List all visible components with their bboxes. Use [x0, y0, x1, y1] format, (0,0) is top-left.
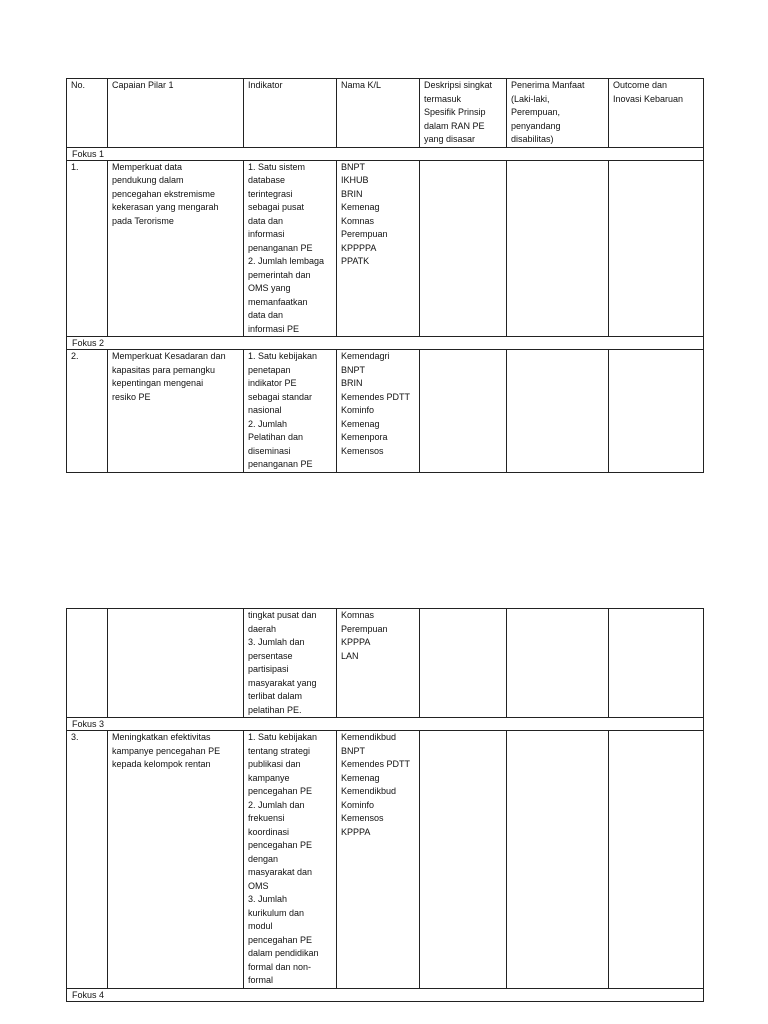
- cell-nama-kl: Kemendikbud BNPT Kemendes PDTT Kemenag Kemendikbud Kominfo Kemensos KPPPA: [337, 731, 420, 989]
- cell-capaian: Memperkuat Kesadaran dan kapasitas para pemangku kepentingan mengenai resiko PE: [108, 350, 244, 473]
- pillar-table-page-1: [66, 78, 704, 473]
- cell-indikator: 1. Satu kebijakan tentang strategi publikasi dan kampanye pencegahan PE 2. Jumlah dan frekuensi koordinasi pencegahan PE dengan masyarakat dan OMS 3. Jumlah kurikulum dan modul pencegahan PE dalam pendidikan formal dan non- formal: [244, 731, 337, 989]
- cell-capaian: [108, 609, 244, 718]
- cell-outcome: [609, 160, 704, 337]
- cell-deskripsi: [420, 350, 507, 473]
- header-penerima: Penerima Manfaat (Laki-laki, Perempuan, penyandang disabilitas): [507, 79, 609, 148]
- cell-indikator: tingkat pusat dan daerah 3. Jumlah dan persentase partisipasi masyarakat yang terlibat dalam pelatihan PE.: [244, 609, 337, 718]
- cell-deskripsi: [420, 609, 507, 718]
- fokus-row: [67, 989, 704, 1002]
- fokus-label: Fokus 2: [67, 337, 704, 350]
- cell-no: 2.: [67, 350, 108, 473]
- cell-indikator: 1. Satu kebijakan penetapan indikator PE sebagai standar nasional 2. Jumlah Pelatihan dan diseminasi penanganan PE: [244, 350, 337, 473]
- fokus-row: [67, 718, 704, 731]
- fokus-label: Fokus 4: [67, 989, 704, 1002]
- header-nama-kl: Nama K/L: [337, 79, 420, 148]
- cell-deskripsi: [420, 160, 507, 337]
- cell-no: 1.: [67, 160, 108, 337]
- fokus-row: [67, 337, 704, 350]
- cell-no: 3.: [67, 731, 108, 989]
- cell-penerima: [507, 609, 609, 718]
- header-outcome: Outcome dan Inovasi Kebaruan: [609, 79, 704, 148]
- header-deskripsi: Deskripsi singkat termasuk Spesifik Prinsip dalam RAN PE yang disasar: [420, 79, 507, 148]
- fokus-row: [67, 147, 704, 160]
- cell-indikator: 1. Satu sistem database terintegrasi sebagai pusat data dan informasi penanganan PE 2. Jumlah lembaga pemerintah dan OMS yang memanfaatkan data dan informasi PE: [244, 160, 337, 337]
- table-row: [67, 609, 704, 718]
- header-indikator: Indikator: [244, 79, 337, 148]
- fokus-label: Fokus 1: [67, 147, 704, 160]
- fokus-label: Fokus 3: [67, 718, 704, 731]
- cell-nama-kl: Komnas Perempuan KPPPA LAN: [337, 609, 420, 718]
- table-row: [67, 350, 704, 473]
- cell-penerima: [507, 160, 609, 337]
- table-row: [67, 160, 704, 337]
- cell-capaian: Meningkatkan efektivitas kampanye pencegahan PE kepada kelompok rentan: [108, 731, 244, 989]
- cell-capaian: Memperkuat data pendukung dalam pencegahan ekstremisme kekerasan yang mengarah pada Terorisme: [108, 160, 244, 337]
- cell-deskripsi: [420, 731, 507, 989]
- cell-nama-kl: Kemendagri BNPT BRIN Kemendes PDTT Kominfo Kemenag Kemenpora Kemensos: [337, 350, 420, 473]
- table-row: [67, 731, 704, 989]
- cell-outcome: [609, 609, 704, 718]
- cell-penerima: [507, 350, 609, 473]
- header-capaian: Capaian Pilar 1: [108, 79, 244, 148]
- header-no: No.: [67, 79, 108, 148]
- cell-no: [67, 609, 108, 718]
- pillar-table-page-2: [66, 608, 704, 1002]
- cell-outcome: [609, 350, 704, 473]
- cell-outcome: [609, 731, 704, 989]
- table-header-row: [67, 79, 704, 148]
- cell-penerima: [507, 731, 609, 989]
- cell-nama-kl: BNPT IKHUB BRIN Kemenag Komnas Perempuan KPPPPA PPATK: [337, 160, 420, 337]
